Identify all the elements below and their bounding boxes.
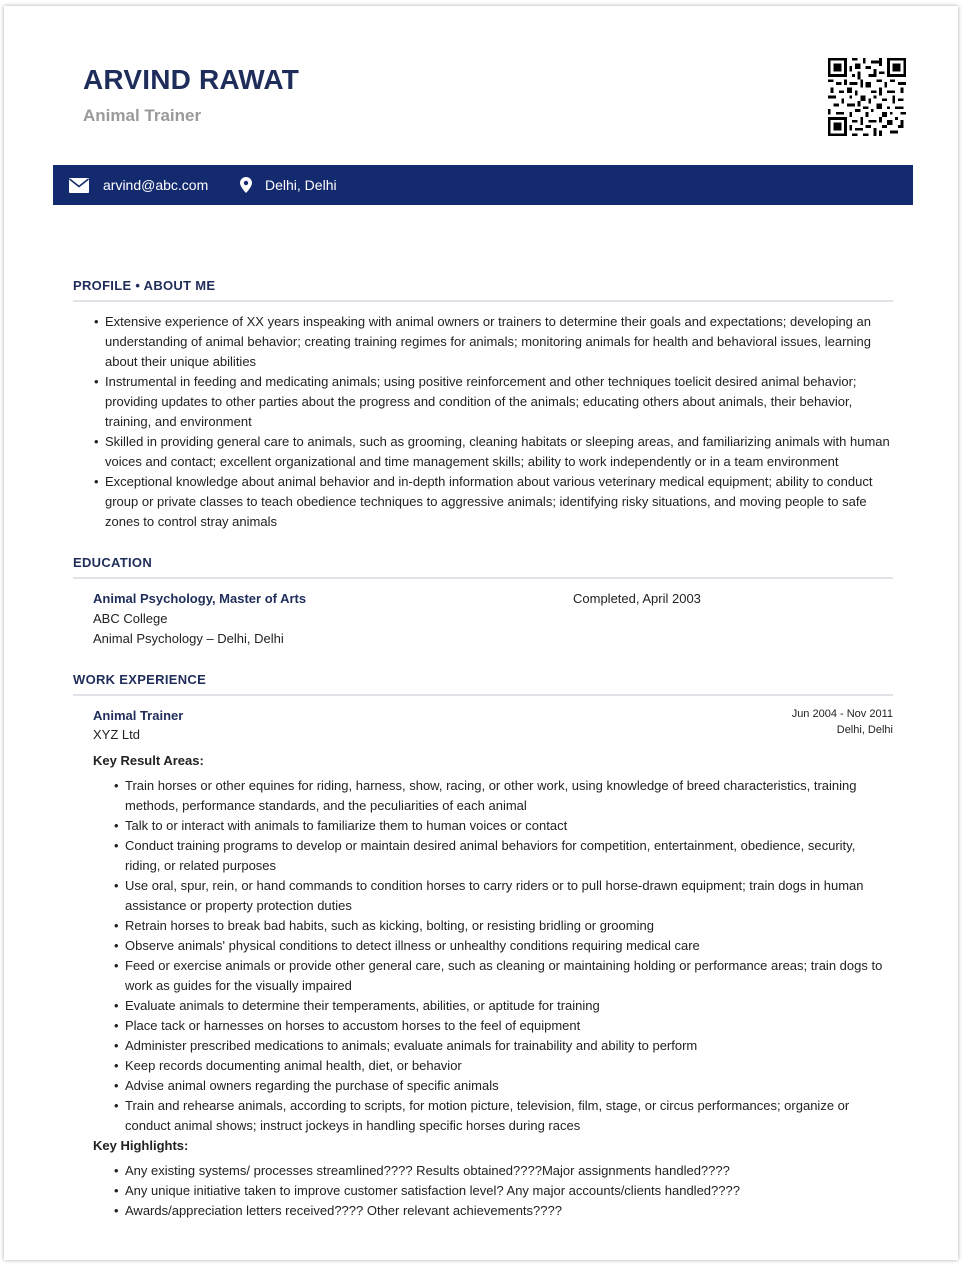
profile-item: • Instrumental in feeding and medicating animals; using positive reinforcement and other techniques toelicit desired animal behavior; providing updates to other parties about the progress and condition of the animals; educating others about animals, their behavior, training, and environment [94, 372, 894, 432]
education-divider [73, 577, 893, 579]
email-text: arvind@abc.com [103, 177, 209, 193]
candidate-role: Animal Trainer [83, 106, 202, 125]
resume-page [4, 6, 958, 1260]
profile-list [94, 312, 894, 532]
qr-code-icon [828, 58, 906, 136]
contact-bar [53, 165, 913, 205]
kra-item: • Retrain horses to break bad habits, such as kicking, bolting, or resisting bridling or grooming [114, 916, 894, 936]
highlight-item: • Any existing systems/ processes streamlined???? Results obtained????Major assignments handled???? [114, 1161, 894, 1181]
kra-item: • Keep records documenting animal health, diet, or behavior [114, 1056, 894, 1076]
kra-item: • Train horses or other equines for riding, harness, show, racing, or other work, using knowledge of breed characteristics, training methods, performance standards, and the peculiarities of each animal [114, 776, 894, 816]
kra-item: • Feed or exercise animals or provide other general care, such as cleaning or maintaining holding or performance areas; train dogs to work as guides for the visually impaired [114, 956, 894, 996]
kra-heading: Key Result Areas: [93, 753, 204, 768]
profile-heading: PROFILE • ABOUT ME [73, 278, 216, 293]
profile-item: • Skilled in providing general care to animals, such as grooming, cleaning habitats or sleeping areas, and familiarizing animals with human voices and contact; excellent organizational and time management skills; ability to work independently or in a team environment [94, 432, 894, 472]
profile-item: • Extensive experience of XX years inspeaking with animal owners or trainers to determine their goals and expectations; developing an understanding of animal behavior; creating training regimes for animals; monitoring animals for health and behavioral issues, learning about their unique abilities [94, 312, 894, 372]
job-company: XYZ Ltd [93, 727, 140, 742]
highlights-list [114, 1161, 894, 1221]
kra-item: • Advise animal owners regarding the purchase of specific animals [114, 1076, 894, 1096]
work-heading: WORK EXPERIENCE [73, 672, 207, 687]
job-location: Delhi, Delhi [836, 724, 893, 736]
education-detail: Animal Psychology – Delhi, Delhi [93, 631, 284, 646]
kra-list [114, 776, 894, 1136]
education-heading: EDUCATION [73, 555, 153, 570]
kra-item: • Use oral, spur, rein, or hand commands to condition horses to carry riders or to pull horse-drawn equipment; train dogs in human assistance or property protection duties [114, 876, 894, 916]
highlights-heading: Key Highlights: [93, 1138, 189, 1153]
map-pin-icon [240, 177, 252, 193]
education-degree: Animal Psychology, Master of Arts [93, 591, 307, 606]
kra-item: • Observe animals' physical conditions to detect illness or unhealthy conditions requiring medical care [114, 936, 894, 956]
job-title: Animal Trainer [93, 708, 184, 723]
job-dates: Jun 2004 - Nov 2011 [791, 708, 893, 720]
work-divider [73, 694, 893, 696]
email-contact[interactable] [69, 165, 208, 205]
education-status: Completed, April 2003 [573, 591, 701, 606]
kra-item: • Train and rehearse animals, according to scripts, for motion picture, television, film, stage, or circus performances; organize or conduct animal shows; instruct jockeys in handling specific horses during races [114, 1096, 894, 1136]
highlight-item: • Awards/appreciation letters received???? Other relevant achievements???? [114, 1201, 894, 1221]
kra-item: • Evaluate animals to determine their temperaments, abilities, or aptitude for training [114, 996, 894, 1016]
kra-item: • Talk to or interact with animals to familiarize them to human voices or contact [114, 816, 894, 836]
location-text: Delhi, Delhi [265, 177, 337, 193]
education-school: ABC College [93, 611, 168, 626]
profile-divider [73, 300, 893, 302]
kra-item: • Conduct training programs to develop or maintain desired animal behaviors for competition, entertainment, obedience, security, riding, or related purposes [114, 836, 894, 876]
location-contact [240, 165, 337, 205]
candidate-name: ARVIND RAWAT [83, 64, 300, 95]
highlight-item: • Any unique initiative taken to improve customer satisfaction level? Any major accounts/clients handled???? [114, 1181, 894, 1201]
kra-item: • Place tack or harnesses on horses to accustom horses to the feel of equipment [114, 1016, 894, 1036]
profile-item: • Exceptional knowledge about animal behavior and in-depth information about various veterinary medical equipment; ability to conduct group or private classes to teach obedience techniques to aggressive animals; identifying risky situations, and moving people to safe zones to control stray animals [94, 472, 894, 532]
kra-item: • Administer prescribed medications to animals; evaluate animals for trainability and ability to perform [114, 1036, 894, 1056]
envelope-icon [69, 178, 89, 193]
